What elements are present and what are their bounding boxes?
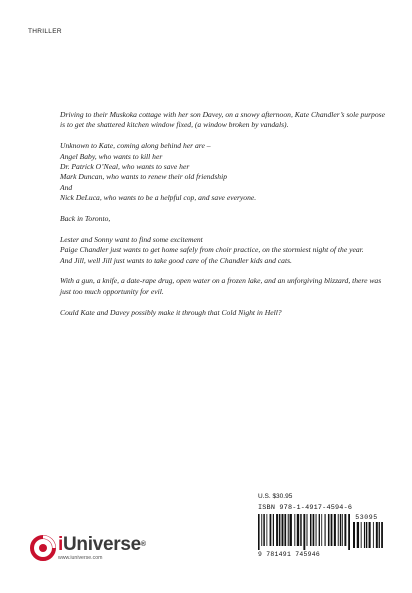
blurb-line: And bbox=[60, 182, 73, 192]
barcode-bar bbox=[319, 514, 320, 546]
publisher-url: www.iuniverse.com bbox=[58, 554, 103, 561]
blurb-line: Could Kate and Davey possibly make it through that Cold Night in Hell? bbox=[60, 307, 282, 317]
barcode-bar bbox=[366, 522, 367, 548]
blurb-line: Paige Chandler just wants to get home safely from choir practice, on the stormiest night of the year. bbox=[60, 245, 364, 255]
barcode-bar bbox=[297, 514, 299, 546]
barcode-bar bbox=[310, 514, 312, 546]
barcode-bar bbox=[273, 514, 274, 546]
blurb-line: Back in Toronto, bbox=[60, 214, 111, 224]
barcode-bar bbox=[379, 522, 380, 548]
blurb-line: Nick DeLuca, who wants to be a helpful cop, and save everyone. bbox=[60, 193, 257, 203]
publisher-logo bbox=[30, 535, 146, 561]
iuniverse-swirl-logo-icon bbox=[30, 535, 56, 561]
barcode-bar bbox=[284, 514, 286, 546]
barcode-bar bbox=[325, 514, 326, 546]
barcode-block bbox=[258, 493, 388, 558]
blurb-line: Driving to their Muskoka cottage with her son Davey, on a snowy afternoon, Kate Chandler’s sole purpose is to get the shattered kitchen window fixed, (a window broken by vandals). bbox=[60, 110, 385, 130]
barcode-bar bbox=[276, 514, 278, 546]
barcode-bar bbox=[321, 514, 322, 546]
addon-code: 53095 bbox=[355, 514, 378, 521]
barcode-bar bbox=[344, 514, 346, 546]
barcode-bar bbox=[261, 514, 262, 546]
blurb-line: Angel Baby, who wants to kill her bbox=[60, 151, 163, 161]
barcode-bar bbox=[258, 514, 260, 550]
barcode-bar bbox=[270, 514, 272, 546]
barcode-bar bbox=[316, 514, 317, 546]
barcode-bar bbox=[357, 522, 359, 548]
barcode-bar bbox=[381, 522, 383, 548]
blurb-line: Dr. Patrick O’Neal, who wants to save her bbox=[60, 162, 190, 172]
publisher-name: iUniverse® bbox=[58, 533, 146, 555]
barcode-bar bbox=[328, 514, 330, 546]
barcode-bar bbox=[266, 514, 267, 546]
barcode-bar bbox=[353, 522, 355, 548]
blurb-gap bbox=[60, 204, 390, 214]
barcode-bar bbox=[306, 514, 307, 546]
ean-barcode bbox=[258, 514, 350, 550]
barcode-bar bbox=[373, 522, 374, 548]
barcode-bar bbox=[342, 514, 343, 546]
back-cover-blurb bbox=[60, 110, 390, 318]
barcode-bar bbox=[279, 514, 281, 546]
barcode-bar bbox=[303, 514, 305, 550]
barcode-bar bbox=[294, 514, 295, 546]
addon-barcode bbox=[353, 522, 383, 552]
price: U.S. $30.95 bbox=[258, 493, 293, 500]
barcode-bar bbox=[282, 514, 284, 546]
barcode-bar bbox=[364, 522, 365, 548]
barcode-bar bbox=[338, 514, 339, 546]
blurb-gap bbox=[60, 297, 390, 307]
blurb-gap bbox=[60, 266, 390, 276]
barcode-bar bbox=[331, 514, 333, 546]
isbn: ISBN 978-1-4917-4594-6 bbox=[258, 504, 353, 512]
blurb-gap bbox=[60, 224, 390, 234]
barcode-bar bbox=[361, 522, 362, 548]
blurb-line: With a gun, a knife, a date-rape drug, open water on a frozen lake, and an unforgiving blizzard, there was just too much opportunity for evil. bbox=[60, 276, 382, 296]
genre-label: THRILLER bbox=[28, 28, 62, 35]
barcode-bar bbox=[334, 514, 336, 546]
barcode-bar bbox=[263, 514, 265, 546]
blurb-line: Unknown to Kate, coming along behind her are – bbox=[60, 141, 211, 151]
barcode-bar bbox=[313, 514, 315, 546]
blurb-line: And Jill, well Jill just wants to take good care of the Chandler kids and cats. bbox=[60, 255, 292, 265]
barcode-bar bbox=[290, 514, 292, 546]
barcode-bar bbox=[300, 514, 301, 546]
barcode-bar bbox=[340, 514, 342, 546]
barcode-bar bbox=[376, 522, 378, 548]
blurb-line: Lester and Sonny want to find some excitement bbox=[60, 234, 203, 244]
barcode-bar bbox=[369, 522, 371, 548]
barcode-bar bbox=[288, 514, 289, 546]
blurb-gap bbox=[60, 131, 390, 141]
blurb-line: Mark Duncan, who wants to renew their old friendship bbox=[60, 172, 227, 182]
barcode-number: 9 781491 745946 bbox=[258, 551, 321, 558]
